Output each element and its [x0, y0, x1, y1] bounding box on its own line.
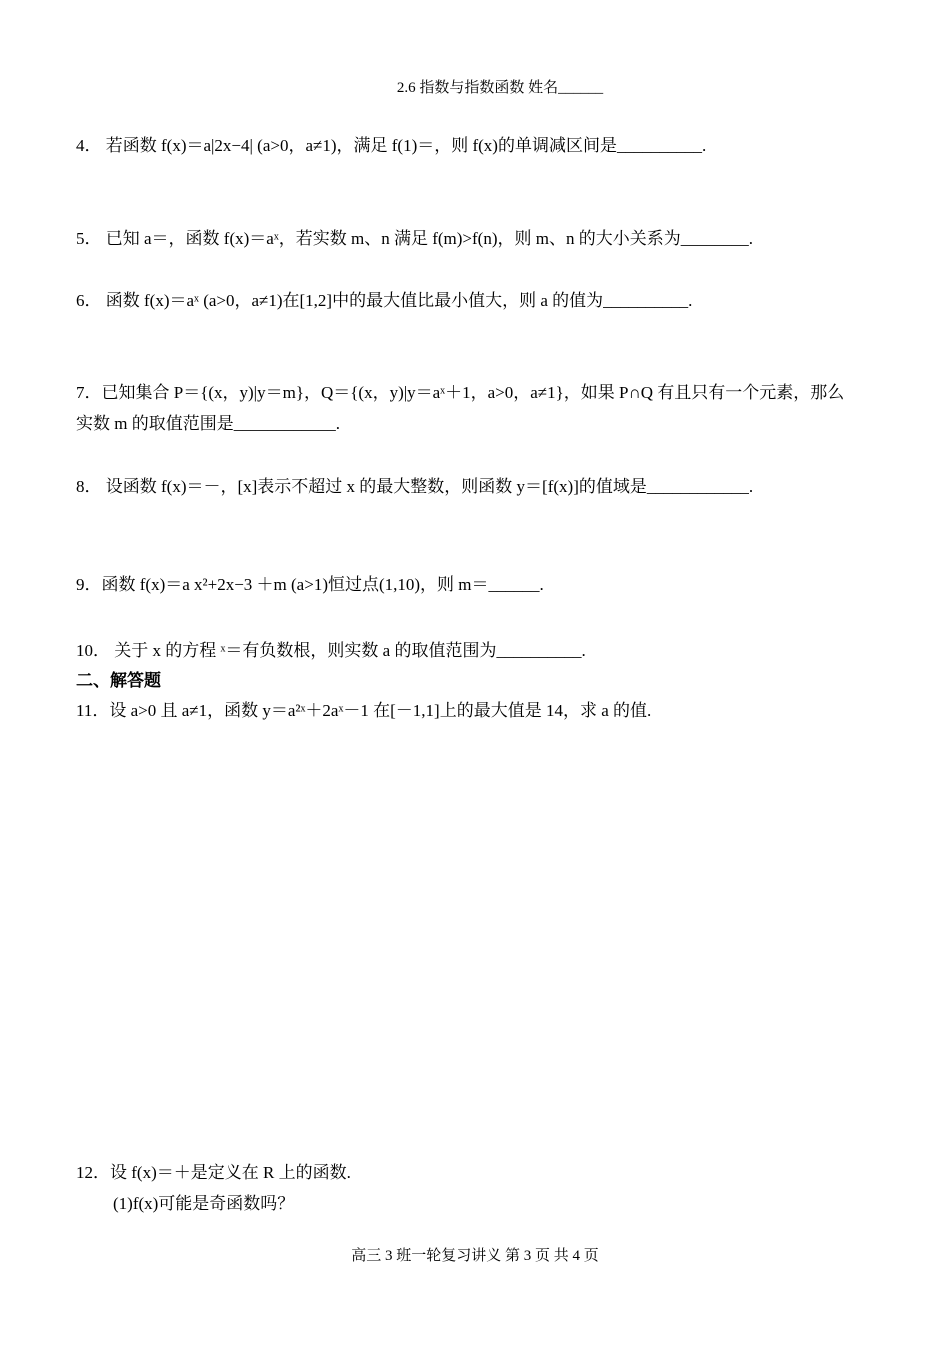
question-9: 9．函数 f(x)＝a x²+2x−3 ＋m (a>1)恒过点(1,10)，则 m＝______. [76, 575, 544, 594]
question-6: 6． 函数 f(x)＝aˣ (a>0，a≠1)在[1,2]中的最大值比最小值大，则 a 的值为__________. [76, 291, 693, 310]
question-4: 4． 若函数 f(x)＝a|2x−4| (a>0，a≠1)，满足 f(1)＝，则 f(x)的单调减区间是__________. [76, 136, 707, 155]
question-11: 11．设 a>0 且 a≠1，函数 y＝a²ˣ＋2aˣ－1 在[－1,1]上的最大值是 14，求 a 的值. [76, 701, 652, 720]
question-7-line1: 7．已知集合 P＝{(x，y)|y＝m}，Q＝{(x，y)|y＝aˣ＋1，a>0，a≠1}，如果 P∩Q 有且只有一个元素，那么 [76, 383, 845, 402]
page-header: 2.6 指数与指数函数 姓名______ [396, 80, 604, 96]
page-footer: 高三 3 班一轮复习讲义 第 3 页 共 4 页 [351, 1248, 599, 1264]
question-10: 10． 关于 x 的方程 ˣ＝有负数根，则实数 a 的取值范围为__________. [76, 641, 586, 660]
question-7-line2: 实数 m 的取值范围是____________. [76, 414, 340, 433]
section-title-answers: 二、解答题 [76, 671, 161, 690]
question-12-part-1: (1)f(x)可能是奇函数吗？ [113, 1194, 295, 1213]
question-5: 5． 已知 a＝，函数 f(x)＝aˣ，若实数 m、n 满足 f(m)>f(n)，则 m、n 的大小关系为________. [76, 229, 753, 248]
question-12: 12．设 f(x)＝＋是定义在 R 上的函数. [76, 1163, 351, 1182]
question-8: 8． 设函数 f(x)＝－，[x]表示不超过 x 的最大整数，则函数 y＝[f(x)]的值域是____________. [76, 477, 754, 496]
